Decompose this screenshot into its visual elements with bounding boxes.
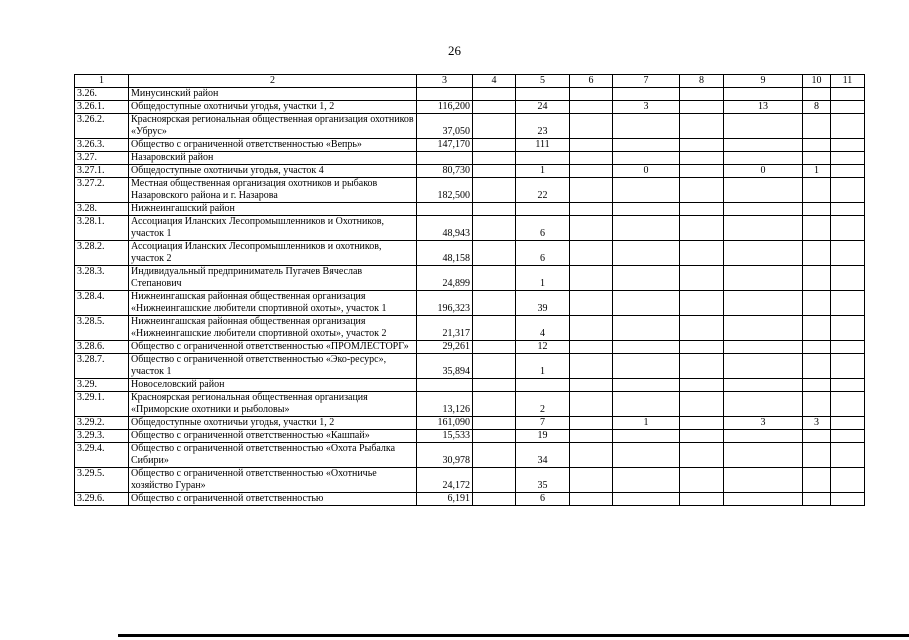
- area-value: 24,172: [417, 468, 473, 493]
- item-number: 3.28.: [75, 203, 129, 216]
- cell: [724, 316, 803, 341]
- cell: [680, 114, 724, 139]
- cell: [803, 114, 831, 139]
- item-number: 3.29.1.: [75, 392, 129, 417]
- cell: [803, 341, 831, 354]
- area-value: 13,126: [417, 392, 473, 417]
- cell: [570, 291, 613, 316]
- column-number: 8: [680, 75, 724, 88]
- item-number: 3.26.2.: [75, 114, 129, 139]
- cell: [613, 178, 680, 203]
- cell: [613, 430, 680, 443]
- cell: [724, 379, 803, 392]
- quota-value: 1: [516, 266, 570, 291]
- cell: [831, 165, 865, 178]
- cell: [570, 165, 613, 178]
- cell: [473, 430, 516, 443]
- area-value: 24,899: [417, 266, 473, 291]
- cell: [724, 354, 803, 379]
- cell: [473, 152, 516, 165]
- cell: [680, 216, 724, 241]
- cell: [680, 152, 724, 165]
- cell: [680, 379, 724, 392]
- area-value: 147,170: [417, 139, 473, 152]
- cell: [570, 203, 613, 216]
- cell: [680, 430, 724, 443]
- cell: [680, 316, 724, 341]
- cell: [570, 101, 613, 114]
- item-number: 3.29.4.: [75, 443, 129, 468]
- table-row: [75, 291, 865, 316]
- area-value: 116,200: [417, 101, 473, 114]
- cell: [613, 291, 680, 316]
- cell: [831, 417, 865, 430]
- cell: [570, 430, 613, 443]
- cell: [831, 178, 865, 203]
- cell: [724, 291, 803, 316]
- cell: [570, 241, 613, 266]
- quota-value: 35: [516, 468, 570, 493]
- cell: [613, 468, 680, 493]
- cell: [680, 165, 724, 178]
- cell: [831, 468, 865, 493]
- column-number: 1: [75, 75, 129, 88]
- organization-name: Нижнеингашский район: [129, 203, 417, 216]
- cell: [803, 266, 831, 291]
- table-row: [75, 88, 865, 101]
- quota-value: 23: [516, 114, 570, 139]
- cell: [803, 379, 831, 392]
- cell: [680, 266, 724, 291]
- cell: [473, 392, 516, 417]
- organization-name: Местная общественная организация охотников и рыбаков Назаровского района и г. Назарова: [129, 178, 417, 203]
- cell: [473, 216, 516, 241]
- cell: [831, 241, 865, 266]
- cell: [473, 417, 516, 430]
- cell: [680, 139, 724, 152]
- cell: [613, 241, 680, 266]
- quota-value: 24: [516, 101, 570, 114]
- column-number: 10: [803, 75, 831, 88]
- cell: [680, 354, 724, 379]
- cell: [570, 152, 613, 165]
- cell: [831, 430, 865, 443]
- organization-name: Назаровский район: [129, 152, 417, 165]
- organization-name: Общество с ограниченной ответственностью «Вепрь»: [129, 139, 417, 152]
- table-row: [75, 165, 865, 178]
- cell: [680, 493, 724, 506]
- organization-name: Общество с ограниченной ответственностью «ПРОМЛЕСТОРГ»: [129, 341, 417, 354]
- cell: [831, 101, 865, 114]
- item-number: 3.28.6.: [75, 341, 129, 354]
- table-row: [75, 354, 865, 379]
- item-number: 3.28.7.: [75, 354, 129, 379]
- cell: [831, 88, 865, 101]
- cell: [680, 392, 724, 417]
- cell: [724, 493, 803, 506]
- item-number: 3.27.: [75, 152, 129, 165]
- cell: [473, 139, 516, 152]
- organization-name: Общество с ограниченной ответственностью «Кашпай»: [129, 430, 417, 443]
- cell: 13: [724, 101, 803, 114]
- table-row: [75, 392, 865, 417]
- cell: [680, 443, 724, 468]
- quota-value: 1: [516, 354, 570, 379]
- quota-value: 12: [516, 341, 570, 354]
- cell: [473, 379, 516, 392]
- cell: [831, 316, 865, 341]
- organization-name: Общедоступные охотничьи угодья, участки 1, 2: [129, 101, 417, 114]
- cell: [724, 178, 803, 203]
- item-number: 3.28.5.: [75, 316, 129, 341]
- cell: [570, 493, 613, 506]
- area-value: 161,090: [417, 417, 473, 430]
- quota-value: 22: [516, 178, 570, 203]
- table-body: [75, 75, 865, 506]
- area-value: [417, 88, 473, 101]
- organization-name: Минусинский район: [129, 88, 417, 101]
- quota-value: 7: [516, 417, 570, 430]
- area-value: 6,191: [417, 493, 473, 506]
- cell: [831, 216, 865, 241]
- cell: [803, 493, 831, 506]
- item-number: 3.29.3.: [75, 430, 129, 443]
- cell: [570, 139, 613, 152]
- quota-value: 6: [516, 493, 570, 506]
- area-value: 37,050: [417, 114, 473, 139]
- area-value: 182,500: [417, 178, 473, 203]
- quota-value: 6: [516, 241, 570, 266]
- organization-name: Общество с ограниченной ответственностью «Охота Рыбалка Сибири»: [129, 443, 417, 468]
- cell: [570, 316, 613, 341]
- column-number: 3: [417, 75, 473, 88]
- table-row: [75, 114, 865, 139]
- cell: [724, 114, 803, 139]
- table-row: [75, 417, 865, 430]
- cell: [803, 316, 831, 341]
- item-number: 3.28.3.: [75, 266, 129, 291]
- cell: [724, 203, 803, 216]
- organization-name: Красноярская региональная общественная организация «Приморские охотники и рыболовы»: [129, 392, 417, 417]
- cell: [473, 291, 516, 316]
- cell: [570, 468, 613, 493]
- organization-name: Индивидуальный предприниматель Пугачев Вячеслав Степанович: [129, 266, 417, 291]
- cell: [831, 291, 865, 316]
- organization-name: Нижнеингашская районная общественная организация «Нижнеингашские любители спортивной охоты», участок 2: [129, 316, 417, 341]
- cell: [803, 354, 831, 379]
- cell: [613, 379, 680, 392]
- cell: [724, 266, 803, 291]
- cell: [680, 241, 724, 266]
- cell: [803, 392, 831, 417]
- table-row: [75, 152, 865, 165]
- quota-value: 34: [516, 443, 570, 468]
- area-value: 196,323: [417, 291, 473, 316]
- organization-name: Ассоциация Иланских Лесопромышленников и охотников, участок 2: [129, 241, 417, 266]
- column-number: 9: [724, 75, 803, 88]
- quota-value: 39: [516, 291, 570, 316]
- cell: [570, 88, 613, 101]
- cell: [473, 114, 516, 139]
- item-number: 3.29.6.: [75, 493, 129, 506]
- item-number: 3.28.2.: [75, 241, 129, 266]
- cell: [613, 354, 680, 379]
- cell: [803, 178, 831, 203]
- quota-value: [516, 379, 570, 392]
- organization-name: Новоселовский район: [129, 379, 417, 392]
- quota-value: 6: [516, 216, 570, 241]
- area-value: 29,261: [417, 341, 473, 354]
- cell: [613, 392, 680, 417]
- cell: [473, 341, 516, 354]
- bottom-rule: [118, 634, 909, 637]
- organization-name: Общество с ограниченной ответственностью «Охотничье хозяйство Гуран»: [129, 468, 417, 493]
- organization-name: Общество с ограниченной ответственностью: [129, 493, 417, 506]
- item-number: 3.29.5.: [75, 468, 129, 493]
- organization-name: Красноярская региональная общественная организация охотников «Убрус»: [129, 114, 417, 139]
- cell: 3: [613, 101, 680, 114]
- cell: [724, 216, 803, 241]
- quota-value: [516, 203, 570, 216]
- cell: [803, 216, 831, 241]
- item-number: 3.28.4.: [75, 291, 129, 316]
- quota-value: 4: [516, 316, 570, 341]
- cell: [680, 417, 724, 430]
- quota-value: [516, 152, 570, 165]
- table-row: [75, 379, 865, 392]
- cell: 3: [724, 417, 803, 430]
- cell: [831, 392, 865, 417]
- cell: [613, 88, 680, 101]
- cell: [831, 203, 865, 216]
- item-number: 3.29.2.: [75, 417, 129, 430]
- column-number: 2: [129, 75, 417, 88]
- cell: [473, 101, 516, 114]
- cell: [803, 241, 831, 266]
- area-value: [417, 379, 473, 392]
- cell: [680, 203, 724, 216]
- cell: [724, 88, 803, 101]
- cell: [613, 493, 680, 506]
- quota-value: [516, 88, 570, 101]
- cell: [473, 354, 516, 379]
- cell: 0: [613, 165, 680, 178]
- cell: [680, 468, 724, 493]
- cell: [473, 203, 516, 216]
- cell: [613, 114, 680, 139]
- cell: [570, 392, 613, 417]
- area-value: 48,158: [417, 241, 473, 266]
- cell: [803, 430, 831, 443]
- table-row: [75, 178, 865, 203]
- cell: [613, 341, 680, 354]
- table-row: [75, 241, 865, 266]
- table-row: [75, 266, 865, 291]
- table-row: [75, 468, 865, 493]
- cell: [473, 241, 516, 266]
- cell: [473, 178, 516, 203]
- cell: [473, 468, 516, 493]
- cell: [680, 178, 724, 203]
- cell: [724, 392, 803, 417]
- table-row: [75, 139, 865, 152]
- cell: [613, 266, 680, 291]
- cell: [570, 443, 613, 468]
- cell: [803, 468, 831, 493]
- table-row: [75, 101, 865, 114]
- cell: [613, 203, 680, 216]
- quota-value: 19: [516, 430, 570, 443]
- cell: [724, 443, 803, 468]
- area-value: [417, 152, 473, 165]
- item-number: 3.28.1.: [75, 216, 129, 241]
- cell: [473, 316, 516, 341]
- organization-name: Ассоциация Иланских Лесопромышленников и Охотников, участок 1: [129, 216, 417, 241]
- quota-value: 111: [516, 139, 570, 152]
- table-row: [75, 443, 865, 468]
- cell: [473, 493, 516, 506]
- cell: [613, 443, 680, 468]
- table-row: [75, 216, 865, 241]
- cell: [724, 468, 803, 493]
- cell: [570, 216, 613, 241]
- cell: [831, 139, 865, 152]
- table-row: [75, 316, 865, 341]
- table-row: [75, 430, 865, 443]
- cell: [613, 152, 680, 165]
- area-value: 35,894: [417, 354, 473, 379]
- cell: [803, 88, 831, 101]
- area-value: 48,943: [417, 216, 473, 241]
- table-row: [75, 341, 865, 354]
- cell: [570, 114, 613, 139]
- hunting-grounds-table: [74, 74, 865, 506]
- page-number: 26: [448, 43, 461, 58]
- item-number: 3.26.: [75, 88, 129, 101]
- cell: [831, 266, 865, 291]
- area-value: [417, 203, 473, 216]
- cell: [831, 114, 865, 139]
- cell: [473, 443, 516, 468]
- cell: [724, 241, 803, 266]
- area-value: 21,317: [417, 316, 473, 341]
- cell: [570, 417, 613, 430]
- cell: [473, 266, 516, 291]
- cell: 1: [803, 165, 831, 178]
- area-value: 30,978: [417, 443, 473, 468]
- cell: [803, 291, 831, 316]
- cell: [613, 316, 680, 341]
- organization-name: Нижнеингашская районная общественная организация «Нижнеингашские любители спортивной охоты», участок 1: [129, 291, 417, 316]
- cell: [680, 88, 724, 101]
- cell: [570, 341, 613, 354]
- cell: [803, 152, 831, 165]
- item-number: 3.26.3.: [75, 139, 129, 152]
- cell: [831, 341, 865, 354]
- cell: 8: [803, 101, 831, 114]
- cell: [831, 354, 865, 379]
- cell: [724, 152, 803, 165]
- quota-value: 2: [516, 392, 570, 417]
- item-number: 3.27.1.: [75, 165, 129, 178]
- cell: 0: [724, 165, 803, 178]
- column-number: 5: [516, 75, 570, 88]
- column-number: 4: [473, 75, 516, 88]
- item-number: 3.29.: [75, 379, 129, 392]
- cell: 3: [803, 417, 831, 430]
- cell: [680, 101, 724, 114]
- cell: [613, 139, 680, 152]
- organization-name: Общество с ограниченной ответственностью «Эко-ресурс», участок 1: [129, 354, 417, 379]
- area-value: 80,730: [417, 165, 473, 178]
- cell: [803, 203, 831, 216]
- cell: [570, 379, 613, 392]
- cell: [680, 291, 724, 316]
- cell: [803, 139, 831, 152]
- column-number: 7: [613, 75, 680, 88]
- table-row: [75, 203, 865, 216]
- cell: [831, 493, 865, 506]
- cell: [803, 443, 831, 468]
- cell: [831, 152, 865, 165]
- cell: [570, 266, 613, 291]
- cell: [473, 165, 516, 178]
- cell: [570, 178, 613, 203]
- organization-name: Общедоступные охотничьи угодья, участок 4: [129, 165, 417, 178]
- column-number-row: [75, 75, 865, 88]
- cell: [831, 379, 865, 392]
- area-value: 15,533: [417, 430, 473, 443]
- item-number: 3.26.1.: [75, 101, 129, 114]
- cell: [724, 139, 803, 152]
- column-number: 6: [570, 75, 613, 88]
- cell: [473, 88, 516, 101]
- item-number: 3.27.2.: [75, 178, 129, 203]
- column-number: 11: [831, 75, 865, 88]
- cell: 1: [613, 417, 680, 430]
- cell: [724, 430, 803, 443]
- cell: [831, 443, 865, 468]
- cell: [613, 216, 680, 241]
- quota-value: 1: [516, 165, 570, 178]
- cell: [680, 341, 724, 354]
- organization-name: Общедоступные охотничьи угодья, участки 1, 2: [129, 417, 417, 430]
- cell: [570, 354, 613, 379]
- table-row: [75, 493, 865, 506]
- cell: [724, 341, 803, 354]
